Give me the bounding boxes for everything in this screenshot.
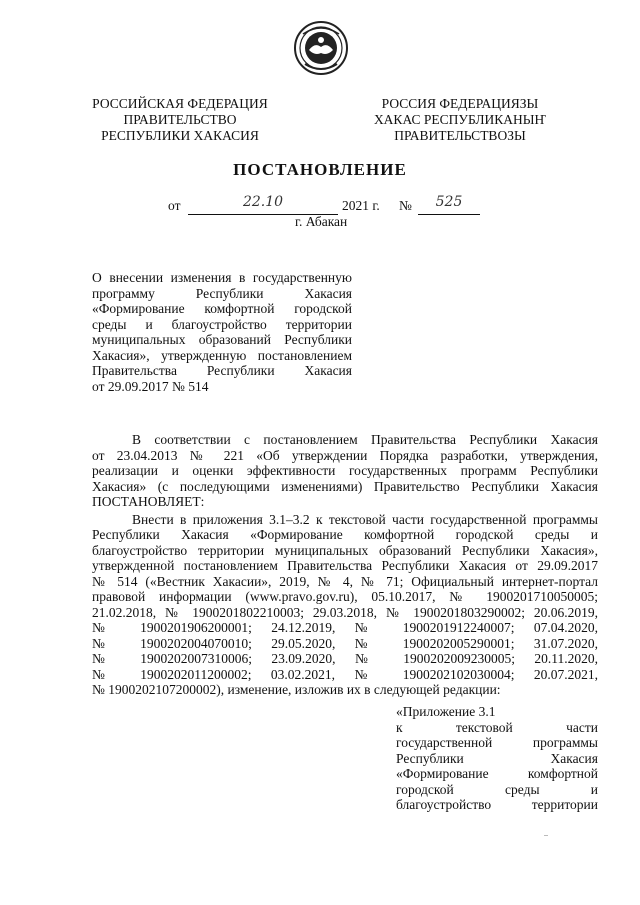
subject-block [92,270,352,394]
appendix-line: «Приложение 3.1 [396,704,496,719]
number-handwritten: 525 [435,194,463,210]
body-line: благоустройство территории муниципальных образований Республики Хакасия», [92,542,598,558]
appendix-line: к текстовой части [396,719,598,735]
date-field [188,196,338,215]
subject-line: Правительства Республики Хакасия [92,363,352,378]
page-mark [544,835,548,836]
header-right [360,96,560,144]
appendix-header [396,704,598,813]
header-right-line: ПРАВИТЕЛЬСТВОЗЫ [394,128,526,143]
number-sign: № [399,198,412,213]
subject-line: О внесении изменения в государственную [92,270,352,285]
appendix-line: «Формирование комфортной [396,766,598,781]
date-prefix: от [168,198,181,213]
header-left-line: ПРАВИТЕЛЬСТВО [123,112,237,127]
city: г. Абакан [295,214,348,229]
appendix-line: государственной программы [396,735,598,750]
body-line: утвержденной постановлением Правительства Республики Хакасия от 29.09.2017 [92,558,598,573]
date-year: 2021 г. [342,198,380,213]
subject-line: от 29.09.2017 № 514 [92,378,209,394]
header-left [80,96,280,144]
body-line: Республики Хакасия «Формирование комфортной городской среды и [92,527,598,542]
body-line: правовой информации (www.pravo.gov.ru), 05.10.2017, № 1900201710050005; [92,589,598,604]
subject-line: муниципальных образований Республики [92,332,352,347]
body-line: № 514 («Вестник Хакасии», 2019, № 4, № 71; Официальный интернет-портал [92,573,598,589]
subject-line: среды и благоустройство территории [92,316,352,332]
body-line: от 23.04.2013 № 221 «Об утверждении Порядка разработки, утверждения, [92,447,598,463]
appendix-line: городской среды и [396,781,598,797]
body-line: № 1900202107200002), изменение, изложив их в следующей редакции: [92,682,501,697]
body-line: В соответствии с постановлением Правительства Республики Хакасия [132,432,598,447]
body-line: реализации и оценки эффективности государственных программ Республики [92,463,598,478]
number-field [418,196,480,215]
emblem-icon [293,20,349,76]
body-line: № 1900201906200001; 24.12.2019, № 1900201912240007; 07.04.2020, [92,620,598,635]
header-left-line: РЕСПУБЛИКИ ХАКАСИЯ [101,128,259,143]
body-line: ПОСТАНОВЛЯЕТ: [92,494,205,509]
body-line: № 1900202011200002; 03.02.2021, № 1900202102030004; 20.07.2021, [92,666,598,682]
header-right-line: РОССИЯ ФЕДЕРАЦИЯЗЫ [381,96,539,111]
appendix-line: благоустройство территории [396,797,598,812]
subject-line: Хакасия», утвержденную постановлением [92,347,352,363]
body-line: Хакасия» (с последующими изменениями) Правительство Республики Хакасия [92,478,598,494]
subject-line: «Формирование комфортной городской [92,301,352,316]
appendix-line: Республики Хакасия [396,750,598,766]
body-line: № 1900202007310006; 23.09.2020, № 1900202009230005; 20.11.2020, [92,651,598,666]
body-line: № 1900202004070010; 29.05.2020, № 1900202005290001; 31.07.2020, [92,635,598,651]
body-line: Внести в приложения 3.1–3.2 к текстовой части государственной программы [132,511,598,527]
header-right-line: ХАКАС РЕСПУБЛИКАНЫҤ [373,112,547,127]
body-text [92,432,598,698]
header-left-line: РОССИЙСКАЯ ФЕДЕРАЦИЯ [92,96,268,111]
date-handwritten: 22.10 [242,194,284,210]
document-title: ПОСТАНОВЛЕНИЕ [233,160,407,179]
subject-line: программу Республики Хакасия [92,285,352,301]
body-line: 21.02.2018, № 1900201802210003; 29.03.2018, № 1900201803290002; 20.06.2019, [92,604,598,620]
